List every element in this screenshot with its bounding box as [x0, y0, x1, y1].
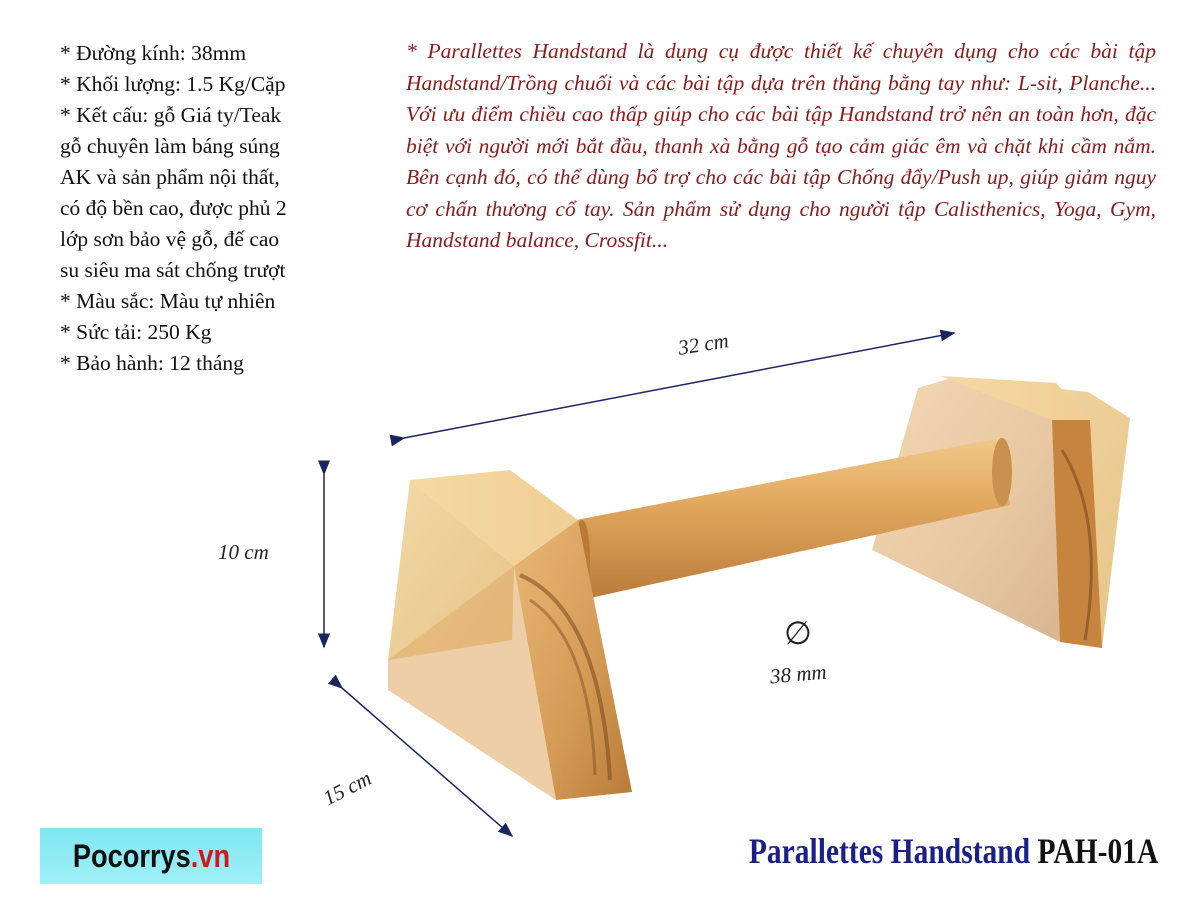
length-label: 32 cm — [676, 328, 731, 360]
spec-line: * Sức tải: 250 Kg — [60, 320, 212, 344]
spec-line: * Kết cấu: gỗ Giá ty/Teak — [60, 103, 282, 127]
spec-line: * Đường kính: 38mm — [60, 41, 247, 65]
depth-label: 15 cm — [319, 765, 376, 811]
diameter-label: 38 mm — [769, 659, 828, 689]
spec-line: * Màu sắc: Màu tự nhiên — [60, 289, 276, 313]
product-name: Parallettes Handstand — [748, 831, 1030, 871]
logo-brand: Pocorrys — [72, 837, 191, 874]
spec-line: có độ bền cao, được phủ 2 — [60, 196, 287, 220]
spec-line: gỗ chuyên làm báng súng — [60, 134, 280, 158]
spec-line: AK và sản phẩm nội thất, — [60, 165, 280, 189]
product-description: * Parallettes Handstand là dụng cụ được thiết kế chuyên dụng cho các bài tập Handstand/Trồng chuối và các bài tập dựa trên thăng bằng tay như: L-sit, Planche... Với ưu điểm chiều cao thấp giúp cho các bài tập Handstand trở nên an toàn hơn, đặc biệt với người mới bắt đầu, thanh xà bằng gỗ tạo cảm giác êm và chặt khi cầm nắm. Bên cạnh đó, có thể dùng bổ trợ cho các bài tập Chống đẩy/Push up, giúp giảm nguy cơ chấn thương cổ tay. Sản phẩm sử dụng cho người tập Calisthenics, Yoga, Gym, Handstand balance, Crossfit... — [406, 39, 1156, 252]
height-label: 10 cm — [218, 540, 269, 564]
spec-line: lớp sơn bảo vệ gỗ, đế cao — [60, 227, 280, 251]
spec-line: * Bảo hành: 12 tháng — [60, 351, 244, 375]
logo-tld: .vn — [190, 837, 230, 874]
product-title — [749, 830, 1158, 872]
spec-line: * Khối lượng: 1.5 Kg/Cặp — [60, 72, 286, 96]
spec-line: su siêu ma sát chống trượt — [60, 258, 286, 282]
brand-logo[interactable] — [40, 828, 262, 884]
diameter-icon: ∅ — [784, 615, 812, 651]
product-model: PAH-01A — [1037, 831, 1158, 871]
